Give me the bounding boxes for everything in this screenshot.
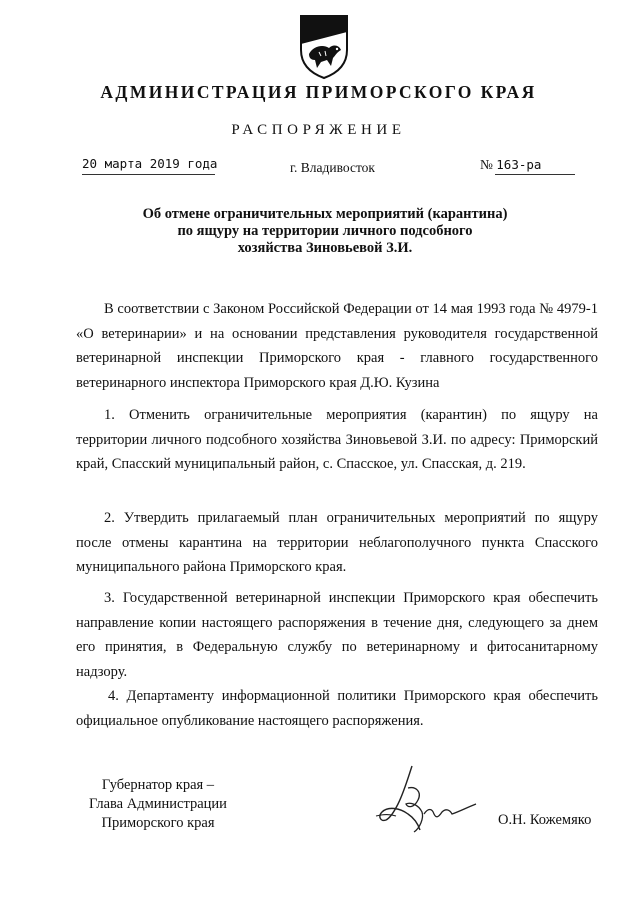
document-number: 163-ра xyxy=(496,157,542,172)
date-underline xyxy=(82,174,215,175)
signer-title-line: Глава Администрации xyxy=(89,796,227,812)
clause-4-paragraph: 4. Департаменту информационной политики Приморского края обеспечить официальное опубликование настоящего распоряжения. xyxy=(76,688,598,729)
subject-line: хозяйства Зиновьевой З.И. xyxy=(237,240,413,256)
preamble-paragraph: В соответствии с Законом Российской Федерации от 14 мая 1993 года № 4979-1 «О ветеринарии» и на основании представления руководителя государственной ветеринарной инспекции Приморского края - главного государственного ветеринарного инспектора Приморского края Д.Ю. Кузина xyxy=(76,301,598,391)
document-city: г. Владивосток xyxy=(290,160,375,175)
clause-1-paragraph: 1. Отменить ограничительные мероприятия (карантин) по ящуру на территории личного подсобного хозяйства Зиновьевой З.И. по адресу: Приморский край, Спасский муниципальный район, с. Спасское, ул. Спасская, д. 219. xyxy=(76,407,598,472)
clause-2-paragraph: 2. Утвердить прилагаемый план ограничительных мероприятий по ящуру после отмены карантина на территории неблагополучного пункта Спасского муниципального района Приморского края. xyxy=(76,510,598,575)
subject-line: по ящуру на территории личного подсобного xyxy=(177,223,473,239)
signer-title xyxy=(78,776,238,833)
organization-title: АДМИНИСТРАЦИЯ ПРИМОРСКОГО КРАЯ xyxy=(100,82,537,102)
number-sign: № xyxy=(480,157,493,172)
signer-title-line: Губернатор края – xyxy=(101,777,215,793)
document-subject xyxy=(100,206,550,257)
signer-name: О.Н. Кожемяко xyxy=(498,812,592,828)
handwritten-signature-icon xyxy=(368,758,480,840)
document-type: РАСПОРЯЖЕНИЕ xyxy=(231,122,406,138)
clause-3-paragraph: 3. Государственной ветеринарной инспекции Приморского края обеспечить направление копии настоящего распоряжения в течение дня, следующего за днем его принятия, в Федеральную службу по ветеринарному и фитосанитарному надзору. xyxy=(76,590,598,680)
number-underline xyxy=(495,174,575,175)
primorye-coat-of-arms-icon xyxy=(297,14,351,80)
document-date: 20 марта 2019 года xyxy=(82,156,218,171)
signer-title-line: Приморского края xyxy=(101,815,215,831)
document-number-block xyxy=(480,157,541,173)
subject-line: Об отмене ограничительных мероприятий (карантина) xyxy=(142,206,508,222)
